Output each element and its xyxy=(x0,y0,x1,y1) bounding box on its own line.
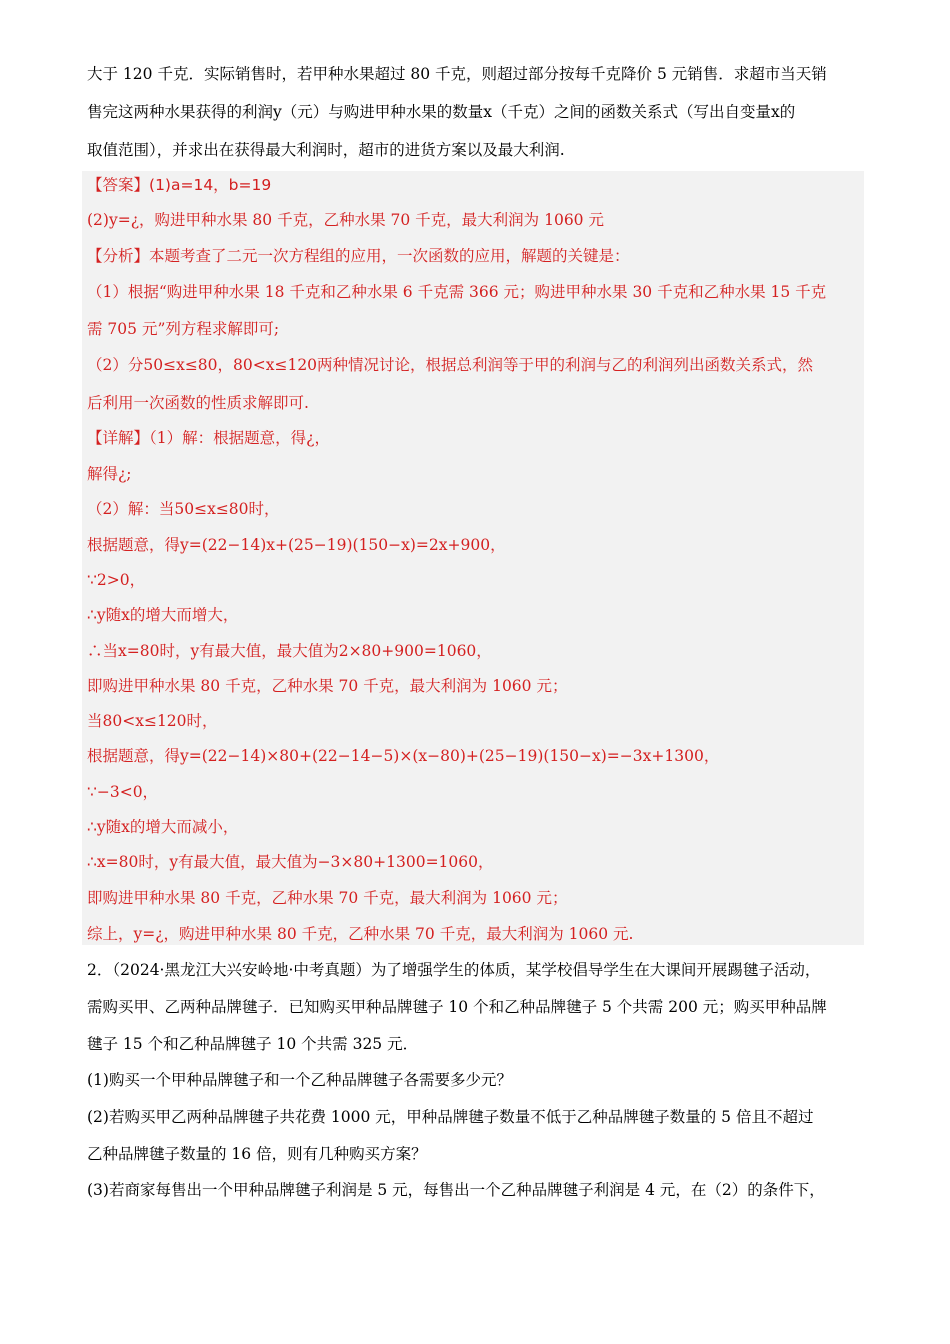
analysis-line-1 xyxy=(87,246,630,266)
problem-2-line-2: 需购买甲、乙两种品牌毽子．已知购买甲种品牌毽子 10 个和乙种品牌毽子 5 个共需 200 元；购买甲种品牌 xyxy=(87,998,827,1016)
detail-l15: 综上，y=¿，购进甲种水果 80 千克，乙种水果 70 千克，最大利润为 1060 元. xyxy=(87,925,634,943)
problem-2-question-2a: (2)若购买甲乙两种品牌毽子共花费 1000 元，甲种品牌毽子数量不低于乙种品牌毽子数量的 5 倍且不超过 xyxy=(87,1108,814,1126)
prev-problem-line-2: 售完这两种水果获得的利润y（元）与购进甲种水果的数量x（千克）之间的函数关系式（写出自变量x的 xyxy=(87,103,796,121)
detail-l1: （1）解：根据题意，得¿， xyxy=(149,429,330,447)
detail-l6: ∴y随x的增大而增大， xyxy=(87,606,239,624)
detail-l5: ∵2>0， xyxy=(87,571,146,589)
answer-line-1 xyxy=(87,175,271,195)
prev-problem-line-1: 大于 120 千克．实际销售时，若甲种水果超过 80 千克，则超过部分按每千克降价 5 元销售．求超市当天销 xyxy=(87,65,827,83)
detail-l7: ∴当x=80时，y有最大值，最大值为2×80+900=1060， xyxy=(87,642,492,660)
problem-2-line-1: 2．（2024·黑龙江大兴安岭地·中考真题）为了增强学生的体质，某学校倡导学生在大课间开展踢毽子活动， xyxy=(87,961,821,979)
detail-tag: 【详解】 xyxy=(87,429,150,447)
analysis-intro: 本题考查了二元一次方程组的应用，一次函数的应用，解题的关键是： xyxy=(149,247,630,265)
detail-l2: 解得¿; xyxy=(87,465,132,483)
detail-l3: （2）解：当50≤x≤80时， xyxy=(87,500,280,518)
detail-l11: ∵−3<0， xyxy=(87,783,159,801)
problem-2-question-1: (1)购买一个甲种品牌毽子和一个乙种品牌毽子各需要多少元？ xyxy=(87,1071,512,1089)
detail-l4: 根据题意，得y=(22−14)x+(25−19)(150−x)=2x+900， xyxy=(87,536,506,554)
analysis-step-2a: （2）分50≤x≤80，80<x≤120两种情况讨论，根据总利润等于甲的利润与乙的利润列出函数关系式，然 xyxy=(87,356,814,374)
problem-2-question-2b: 乙种品牌毽子数量的 16 倍，则有几种购买方案？ xyxy=(87,1145,427,1163)
detail-l12: ∴y随x的增大而减小， xyxy=(87,818,239,836)
answer-part-2: (2)y=¿，购进甲种水果 80 千克，乙种水果 70 千克，最大利润为 1060 元 xyxy=(87,211,604,229)
detail-l14: 即购进甲种水果 80 千克，乙种水果 70 千克，最大利润为 1060 元； xyxy=(87,889,568,907)
prev-problem-line-3: 取值范围），并求出在获得最大利润时，超市的进货方案以及最大利润. xyxy=(87,141,565,159)
detail-l8: 即购进甲种水果 80 千克，乙种水果 70 千克，最大利润为 1060 元； xyxy=(87,677,568,695)
detail-l10: 根据题意，得y=(22−14)×80+(22−14−5)×(x−80)+(25−19)(150−x)=−3x+1300， xyxy=(87,747,720,765)
answer-tag: 【答案】 xyxy=(87,176,150,194)
analysis-tag: 【分析】 xyxy=(87,247,150,265)
detail-line-1 xyxy=(87,428,330,448)
detail-l9: 当80<x≤120时， xyxy=(87,712,218,730)
problem-2-line-3: 毽子 15 个和乙种品牌毽子 10 个共需 325 元． xyxy=(87,1035,419,1053)
problem-2-question-3: (3)若商家每售出一个甲种品牌毽子利润是 5 元，每售出一个乙种品牌毽子利润是 4 元，在（2）的条件下， xyxy=(87,1181,825,1199)
analysis-step-2b: 后利用一次函数的性质求解即可. xyxy=(87,394,309,412)
analysis-step-1b: 需 705 元”列方程求解即可; xyxy=(87,320,280,338)
detail-l13: ∴x=80时，y有最大值，最大值为−3×80+1300=1060， xyxy=(87,853,494,871)
analysis-step-1a: （1）根据“购进甲种水果 18 千克和乙种水果 6 千克需 366 元；购进甲种水果 30 千克和乙种水果 15 千克 xyxy=(87,283,827,301)
answer-part-1: (1)a=14，b=19 xyxy=(149,176,272,194)
